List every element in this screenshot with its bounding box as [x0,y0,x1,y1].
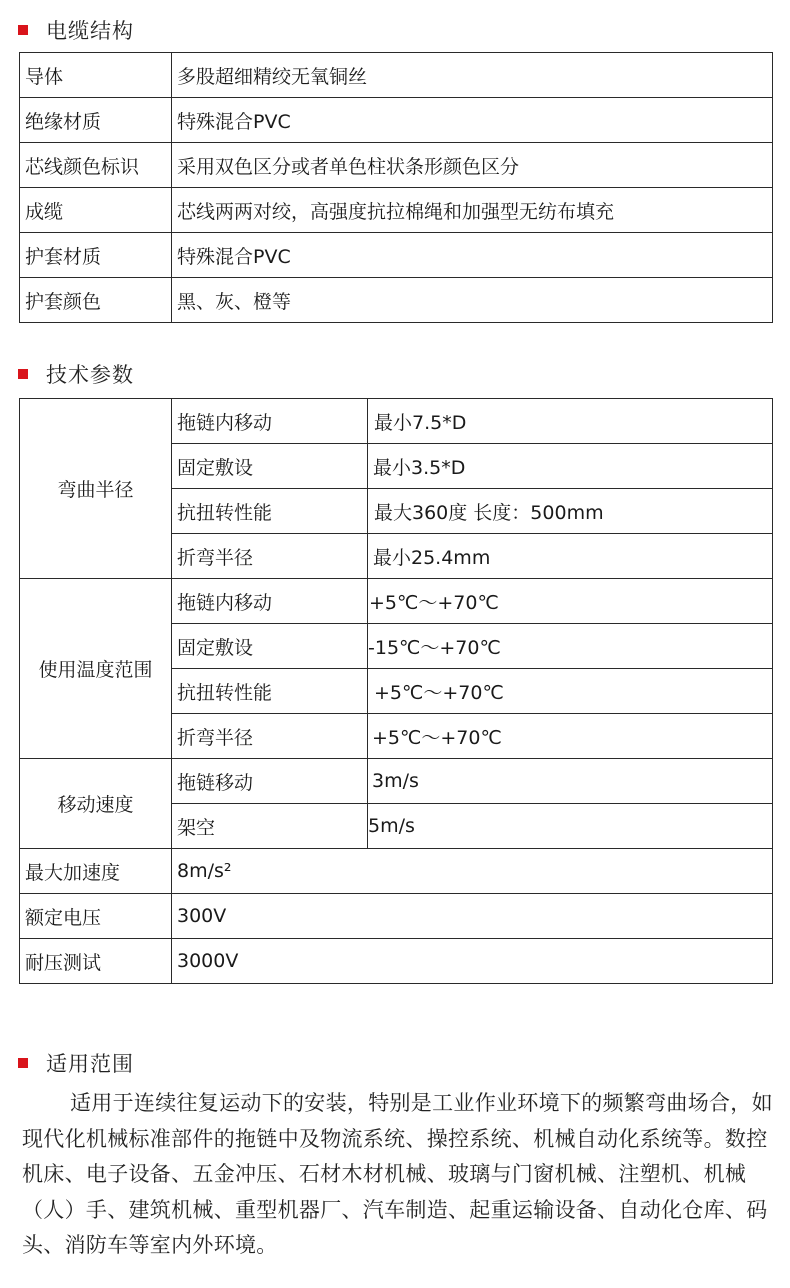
table-row [20,143,773,188]
param-value: +5℃～+70℃ [368,714,773,759]
table-row [20,849,773,894]
param-name: 抗扭转性能 [172,669,368,714]
param-name: 折弯半径 [172,714,368,759]
section-heading-application [18,1048,134,1078]
table-row [20,939,773,984]
section-heading-tech-params [18,359,134,389]
row-label: 最大加速度 [20,849,172,894]
row-value: 特殊混合PVC [172,98,773,143]
row-value: 特殊混合PVC [172,233,773,278]
red-square-bullet-icon [18,25,28,35]
tech-params-table [19,398,773,984]
section-heading-cable-structure [18,15,134,45]
row-label: 芯线颜色标识 [20,143,172,188]
table-row [20,98,773,143]
param-name: 拖链内移动 [172,399,368,444]
param-name: 抗扭转性能 [172,489,368,534]
param-name: 固定敷设 [172,624,368,669]
param-value: 最小7.5*D [368,399,773,444]
param-value: 3m/s [368,759,773,804]
red-square-bullet-icon [18,1058,28,1068]
section-title: 电缆结构 [46,19,134,43]
section-title: 适用范围 [46,1052,134,1076]
red-square-bullet-icon [18,369,28,379]
param-value: 5m/s [368,804,773,849]
table-row [20,53,773,98]
param-name: 固定敷设 [172,444,368,489]
row-label: 耐压测试 [20,939,172,984]
table-row [20,278,773,323]
section-title: 技术参数 [46,363,134,387]
row-value: 300V [172,894,773,939]
param-value: +5℃～+70℃ [368,669,773,714]
param-value: +5℃～+70℃ [368,579,773,624]
row-value: 3000V [172,939,773,984]
param-name: 拖链内移动 [172,579,368,624]
param-value: 最小25.4mm [368,534,773,579]
group-label-speed: 移动速度 [20,759,172,849]
table-row [20,188,773,233]
group-label-temp-range: 使用温度范围 [20,579,172,759]
param-value: -15℃～+70℃ [368,624,773,669]
cable-structure-table [19,52,773,323]
table-row [20,894,773,939]
row-value: 多股超细精绞无氧铜丝 [172,53,773,98]
table-row [20,579,773,624]
row-label: 导体 [20,53,172,98]
row-value: 采用双色区分或者单色柱状条形颜色区分 [172,143,773,188]
application-paragraph [22,1086,782,1264]
table-row [20,233,773,278]
param-value: 最大360度 长度：500mm [368,489,773,534]
application-text: 适用于连续往复运动下的安装，特别是工业作业环境下的频繁弯曲场合，如现代化机械标准部件的拖链中及物流系统、操控系统、机械自动化系统等。数控机床、电子设备、五金冲压、石材木材机械、玻璃与门窗机械、注塑机、机械（人）手、建筑机械、重型机器厂、汽车制造、起重运输设备、自动化仓库、码头、消防车等室内外环境。 [22,1091,773,1257]
row-label: 护套材质 [20,233,172,278]
param-name: 折弯半径 [172,534,368,579]
row-value: 芯线两两对绞，高强度抗拉棉绳和加强型无纺布填充 [172,188,773,233]
param-name: 拖链移动 [172,759,368,804]
param-value: 最小3.5*D [368,444,773,489]
group-label-bend-radius: 弯曲半径 [20,399,172,579]
row-label: 额定电压 [20,894,172,939]
row-label: 护套颜色 [20,278,172,323]
param-name: 架空 [172,804,368,849]
row-value: 8m/s² [172,849,773,894]
row-value: 黑、灰、橙等 [172,278,773,323]
row-label: 绝缘材质 [20,98,172,143]
table-row [20,399,773,444]
row-label: 成缆 [20,188,172,233]
table-row [20,759,773,804]
